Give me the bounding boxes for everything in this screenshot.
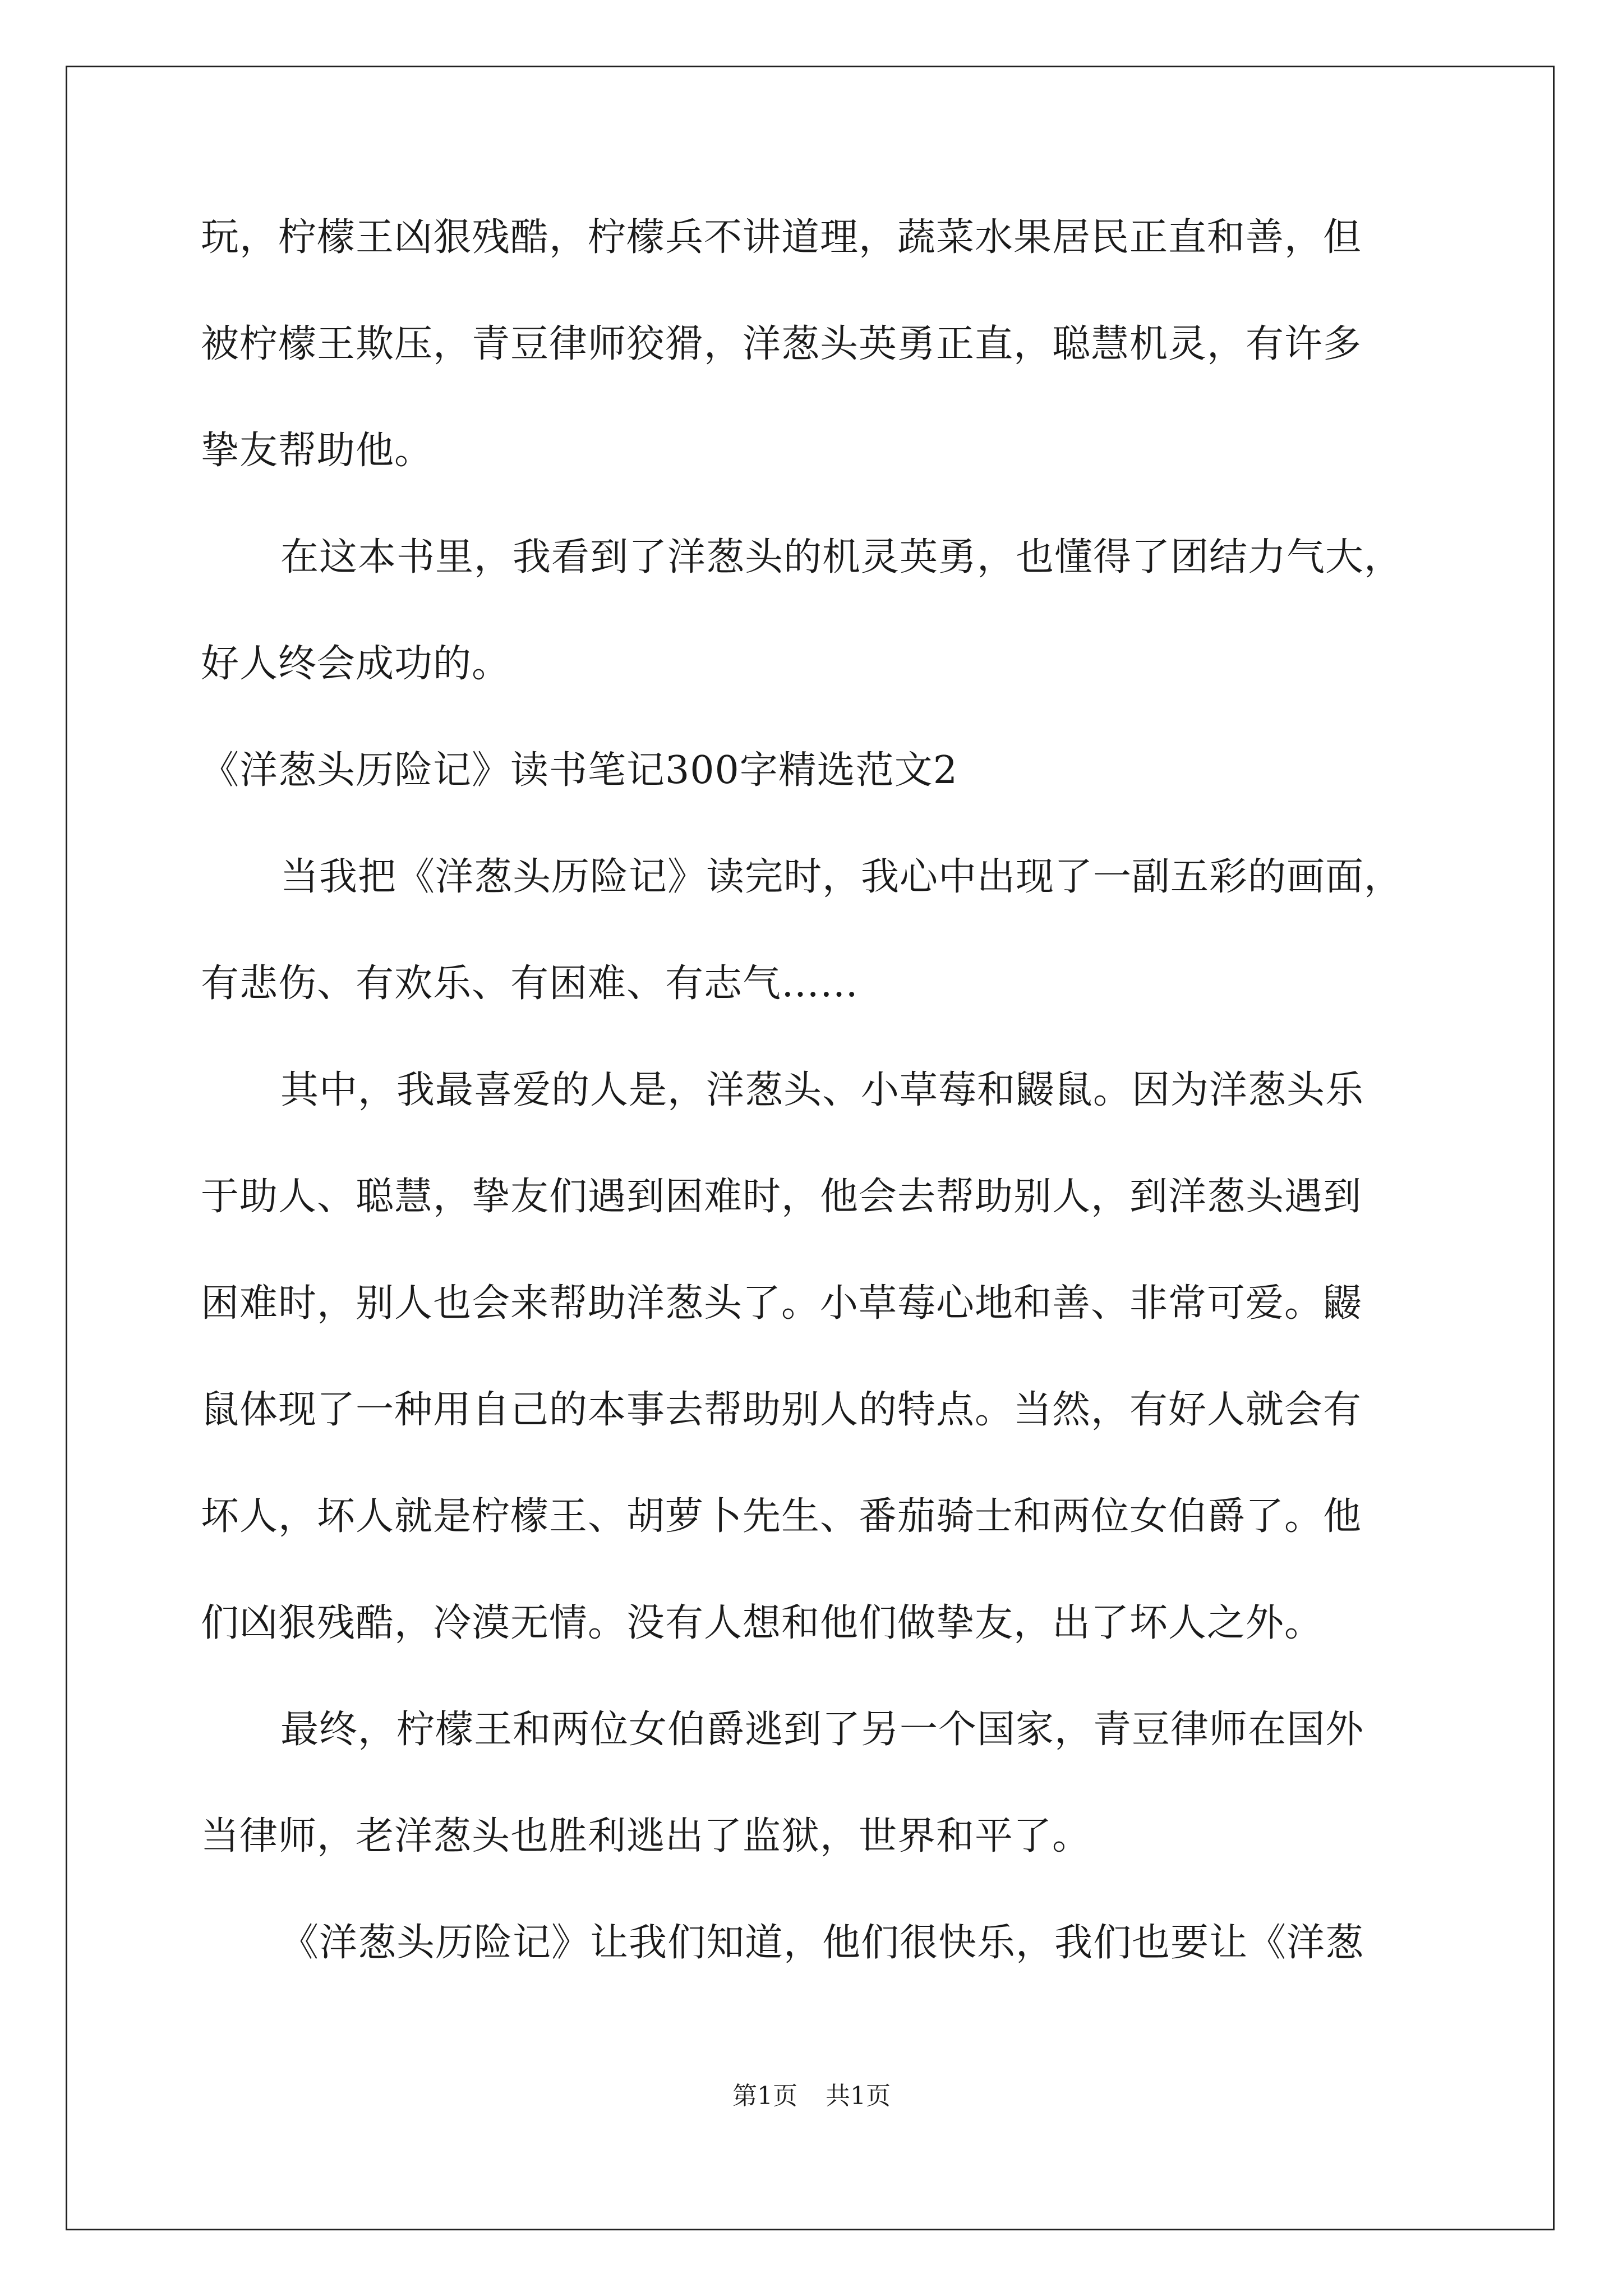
- text-line: 们凶狠残酷，冷漠无情。没有人想和他们做挚友，出了坏人之外。: [201, 1601, 1324, 1645]
- section-heading: 《洋葱头历险记》读书笔记300字精选范文2: [201, 748, 958, 793]
- text-line: 有悲伤、有欢乐、有困难、有志气……: [201, 961, 859, 1006]
- page-footer: [0, 2084, 1623, 2109]
- page-border: [66, 66, 1555, 2230]
- text-line: 鼠体现了一种用自己的本事去帮助别人的特点。当然，有好人就会有: [201, 1388, 1362, 1432]
- page-number: 第1页: [732, 2082, 797, 2110]
- text-line: 困难时，别人也会来帮助洋葱头了。小草莓心地和善、非常可爱。鼹: [201, 1281, 1362, 1326]
- text-line: 于助人、聪慧，挚友们遇到困难时，他会去帮助别人，到洋葱头遇到: [201, 1175, 1362, 1219]
- text-line: 被柠檬王欺压，青豆律师狡猾，洋葱头英勇正直，聪慧机灵，有许多: [201, 322, 1362, 366]
- text-line: 当律师，老洋葱头也胜利逃出了监狱，世界和平了。: [201, 1814, 1091, 1858]
- text-line: 好人终会成功的。: [201, 642, 511, 686]
- text-line: 玩，柠檬王凶狠残酷，柠檬兵不讲道理，蔬菜水果居民正直和善，但: [201, 215, 1362, 260]
- text-line: 最终，柠檬王和两位女伯爵逃到了另一个国家，青豆律师在国外: [280, 1708, 1364, 1752]
- page-total: 共1页: [826, 2082, 891, 2110]
- text-line: 《洋葱头历险记》让我们知道，他们很快乐，我们也要让《洋葱: [280, 1921, 1364, 1965]
- text-line: 在这本书里，我看到了洋葱头的机灵英勇，也懂得了团结力气大，: [280, 535, 1403, 579]
- text-line: 坏人，坏人就是柠檬王、胡萝卜先生、番茄骑士和两位女伯爵了。他: [201, 1494, 1362, 1539]
- text-line: 其中，我最喜爱的人是，洋葱头、小草莓和鼹鼠。因为洋葱头乐: [280, 1068, 1364, 1112]
- text-line: 当我把《洋葱头历险记》读完时，我心中出现了一副五彩的画面，: [280, 855, 1403, 899]
- text-line: 挚友帮助他。: [201, 429, 434, 473]
